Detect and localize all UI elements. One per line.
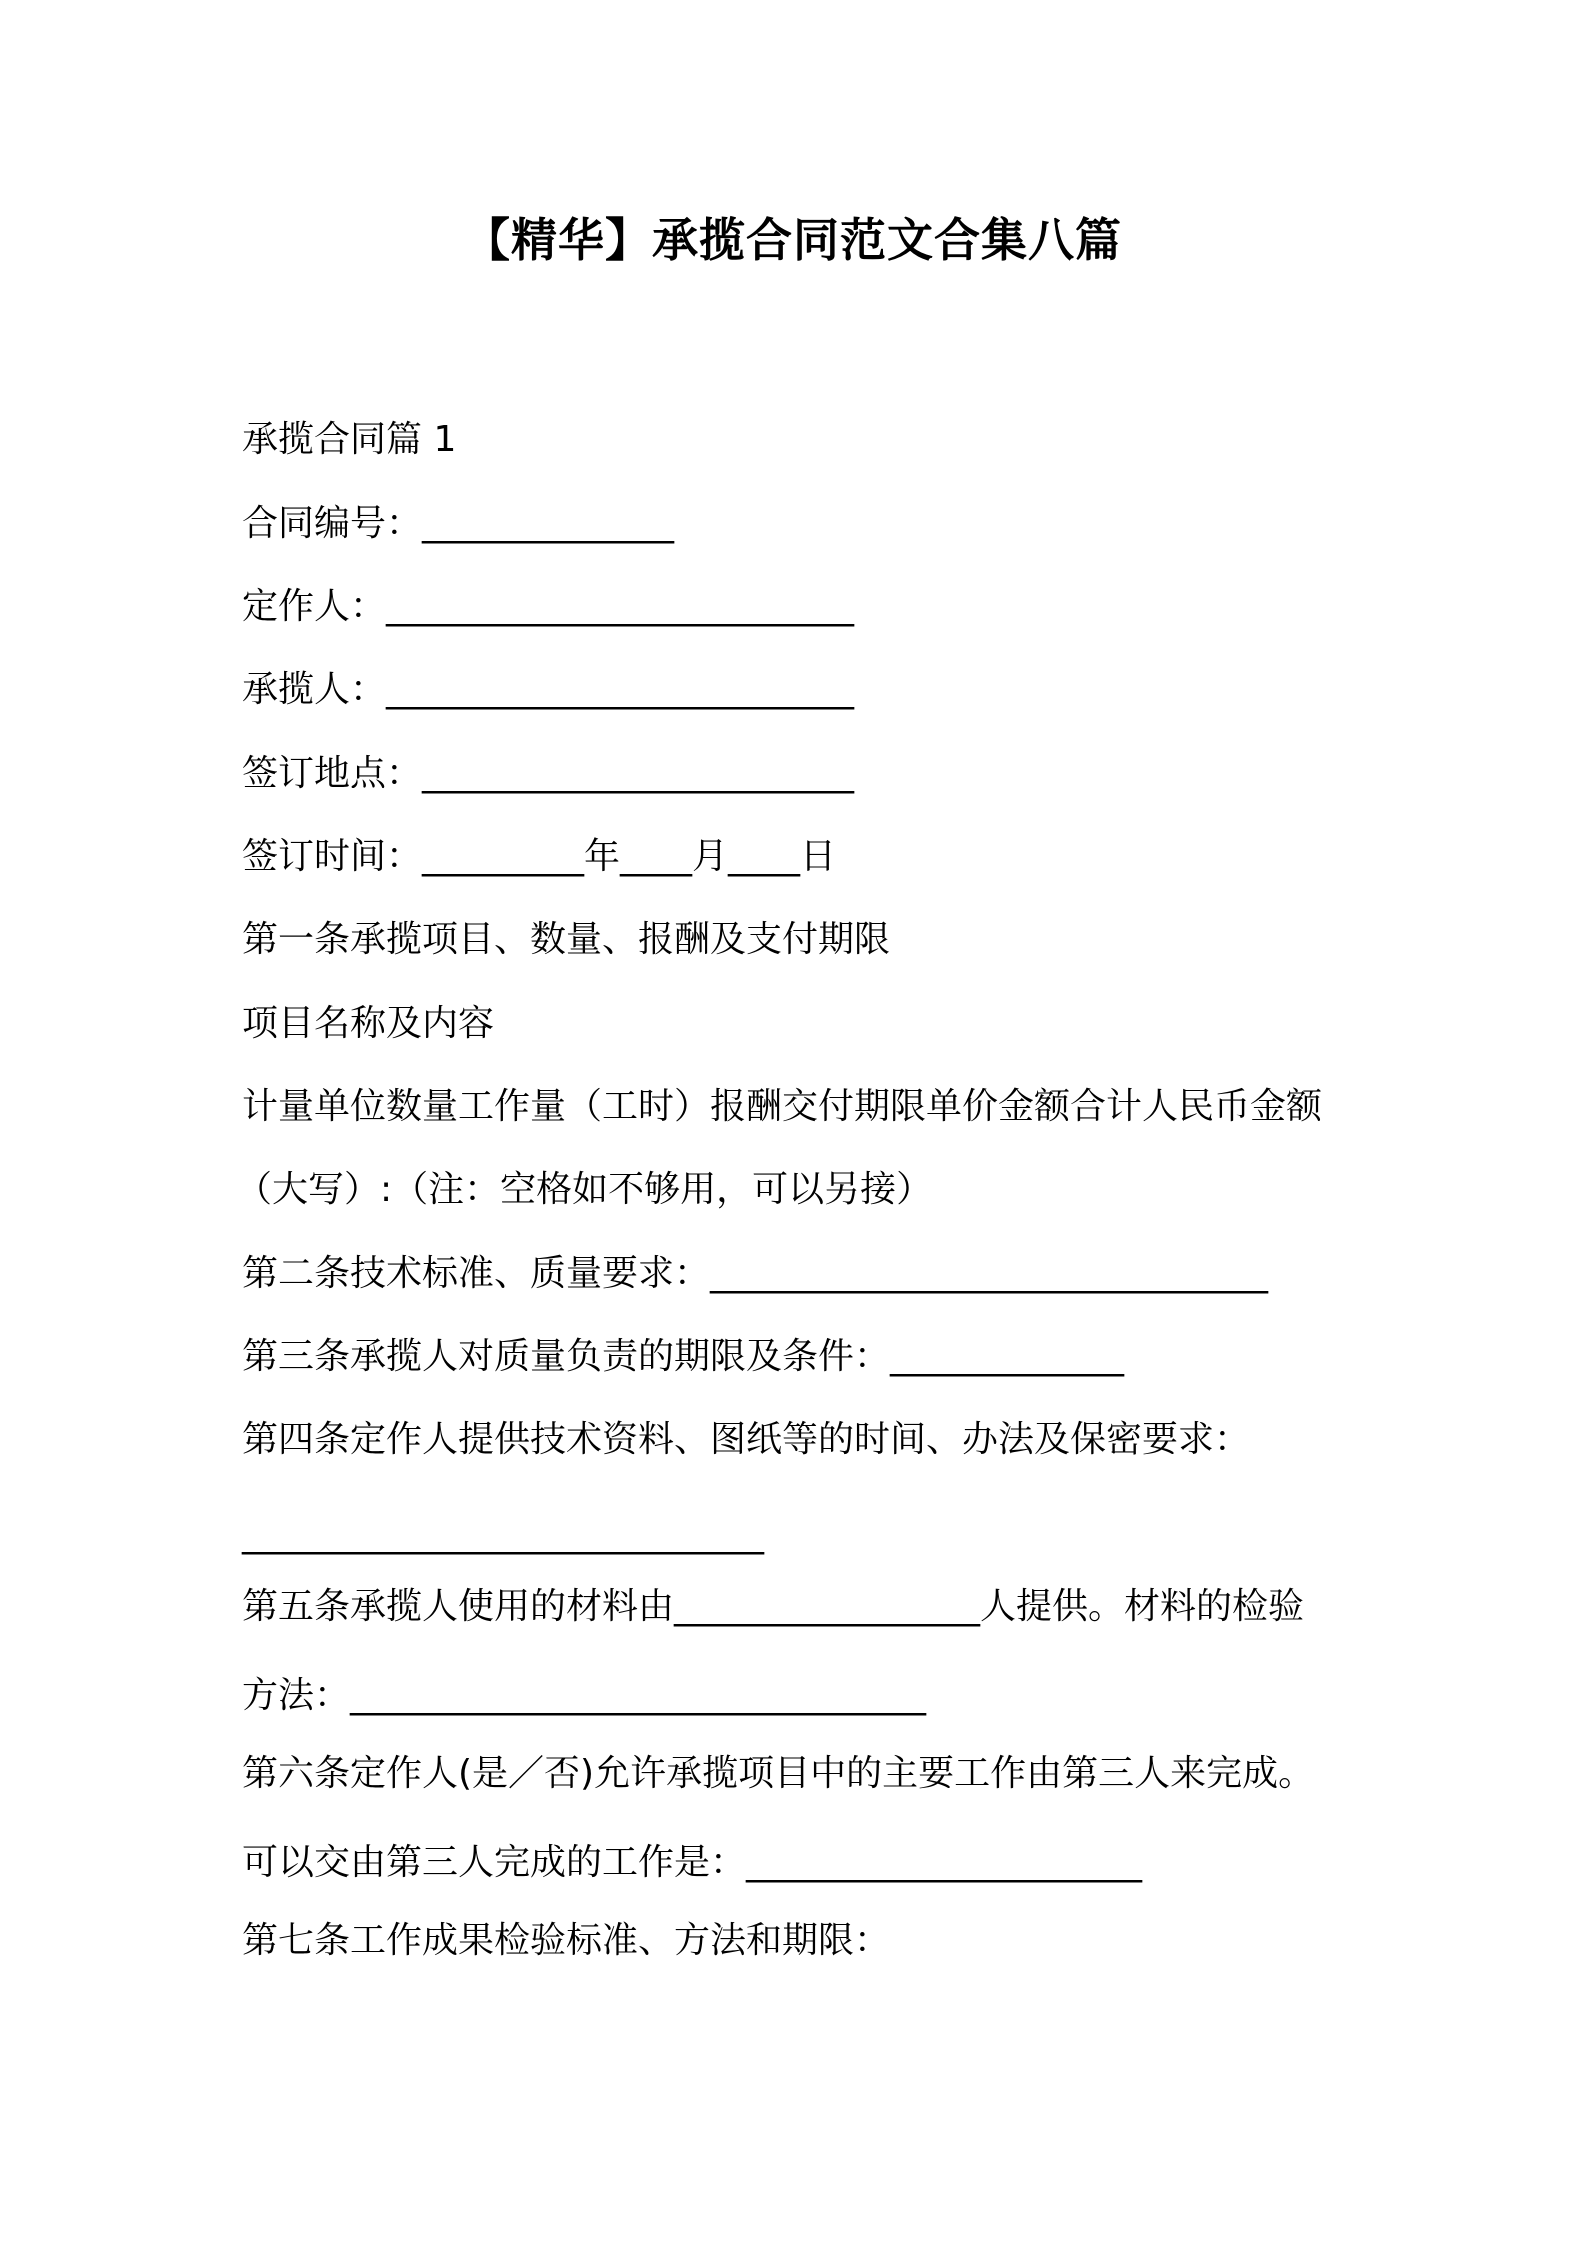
article-7-heading: 第七条工作成果检验标准、方法和期限： bbox=[242, 1920, 891, 1961]
contract-number-field: 合同编号：______________ bbox=[242, 503, 675, 544]
article-1-heading: 第一条承揽项目、数量、报酬及支付期限 bbox=[242, 919, 891, 960]
signing-place-field: 签订地点：________________________ bbox=[242, 753, 855, 794]
project-name-line: 项目名称及内容 bbox=[242, 1003, 495, 1044]
document-title: 【精华】承揽合同范文合集八篇 bbox=[464, 213, 1122, 267]
signing-date-field: 签订时间：_________年____月____日 bbox=[242, 836, 837, 877]
article-2-line: 第二条技术标准、质量要求：_______________________________ bbox=[242, 1253, 1269, 1294]
article-6-third-party-line: 可以交由第三人完成的工作是：______________________ bbox=[242, 1842, 1143, 1883]
article-5-method-line: 方法：________________________________ bbox=[242, 1675, 927, 1716]
contractor-field: 承揽人：__________________________ bbox=[242, 669, 855, 710]
article-5-line: 第五条承揽人使用的材料由_________________人提供。材料的检验 bbox=[242, 1586, 1305, 1627]
section-heading: 承揽合同篇 1 bbox=[242, 419, 457, 460]
article-1-table-header: 计量单位数量工作量（工时）报酬交付期限单价金额合计人民币金额 bbox=[242, 1086, 1323, 1127]
article-1-note: （大写）:（注：空格如不够用，可以另接） bbox=[236, 1169, 933, 1210]
article-4-line: 第四条定作人提供技术资料、图纸等的时间、办法及保密要求： bbox=[242, 1419, 1251, 1460]
article-6-line: 第六条定作人(是／否)允许承揽项目中的主要工作由第三人来完成。 bbox=[242, 1753, 1315, 1794]
orderer-field: 定作人：__________________________ bbox=[242, 586, 855, 627]
article-4-blank: _____________________________ bbox=[242, 1514, 764, 1555]
article-3-line: 第三条承揽人对质量负责的期限及条件：_____________ bbox=[242, 1336, 1125, 1377]
